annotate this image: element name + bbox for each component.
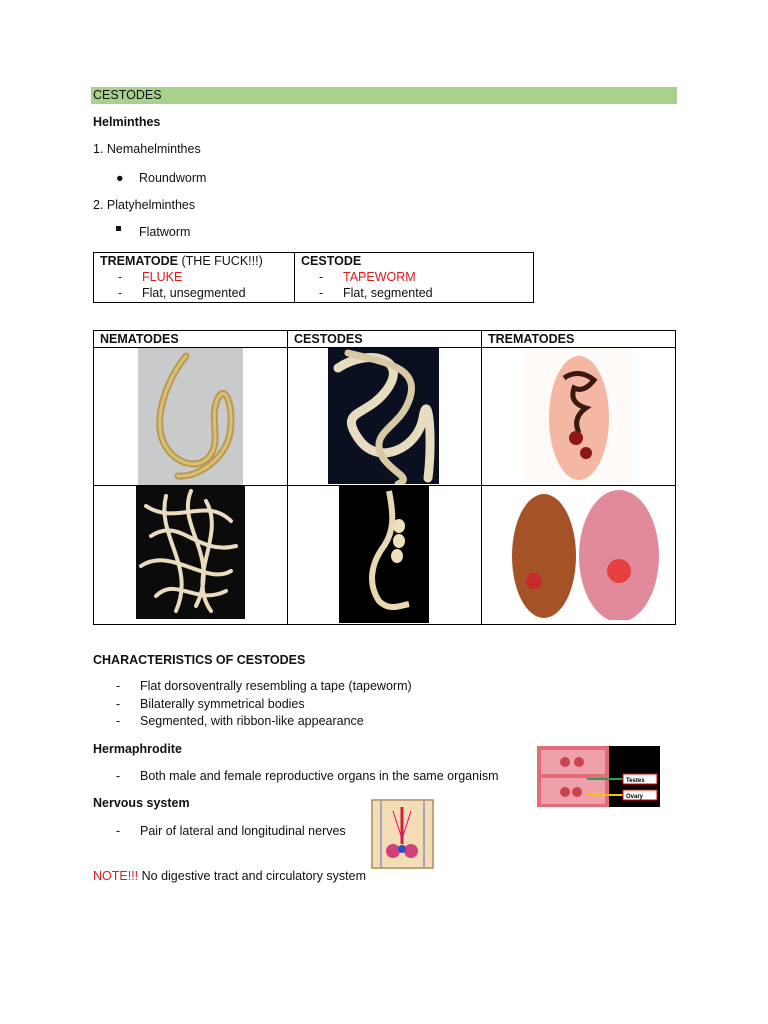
segmented-text: Flat, segmented [343, 286, 433, 300]
roundworm-cluster-image [136, 486, 245, 619]
cestode-column [295, 253, 533, 302]
tapeworm-text: TAPEWORM [343, 270, 416, 284]
bullet-dot-icon: ● [116, 171, 124, 185]
hermaphrodite-title: Hermaphrodite [93, 742, 182, 756]
characteristic-item-3 [116, 714, 364, 728]
section-heading-bar [91, 87, 677, 104]
bullet-square-icon [116, 226, 121, 231]
dash: - [116, 679, 121, 693]
proglottid-image [537, 746, 660, 807]
dash: - [319, 270, 324, 284]
cestode-row-1 [319, 270, 416, 284]
trematode-column [94, 253, 295, 302]
note-text: No digestive tract and circulatory system [138, 869, 367, 883]
note-line [93, 869, 366, 883]
hermaphrodite-text: Both male and female reproductive organs in the same organism [140, 769, 499, 783]
nervous-system-item [116, 824, 346, 838]
tapeworm-segments-image [339, 486, 429, 623]
dash: - [116, 824, 121, 838]
dash: - [116, 697, 121, 711]
characteristic-item-1 [116, 679, 412, 693]
dash: - [116, 769, 121, 783]
fluke-pair-image [504, 486, 664, 620]
characteristic-item-2 [116, 697, 305, 711]
characteristic-text-2: Bilaterally symmetrical bodies [140, 697, 305, 711]
header-cestodes: CESTODES [294, 332, 363, 346]
trematode-row-2 [118, 286, 246, 300]
trematode-header [100, 254, 263, 268]
tapeworm-image [328, 348, 439, 484]
header-trematodes: TREMATODES [488, 332, 575, 346]
characteristics-title: CHARACTERISTICS OF CESTODES [93, 653, 306, 667]
testes-label: Testes [626, 778, 645, 784]
section-title: CESTODES [93, 88, 162, 102]
platyhelminthes-item: 2. Platyhelminthes [93, 198, 196, 212]
worm-image-grid [93, 330, 676, 625]
characteristic-text-1: Flat dorsoventrally resembling a tape (tapeworm) [140, 679, 412, 693]
grid-line [481, 331, 482, 624]
grid-line [287, 331, 288, 624]
comparison-table [93, 252, 534, 303]
roundworm-item: Roundworm [139, 171, 207, 185]
cestode-header: CESTODE [301, 254, 362, 268]
header-nematodes: NEMATODES [100, 332, 179, 346]
dash: - [118, 286, 123, 300]
nervous-system-title: Nervous system [93, 796, 190, 810]
trematode-row-1 [118, 270, 182, 284]
fluke-image [524, 348, 633, 484]
fluke-text: FLUKE [142, 270, 183, 284]
note-label: NOTE!!! [93, 869, 139, 883]
dash: - [116, 714, 121, 728]
unsegmented-text: Flat, unsegmented [142, 286, 246, 300]
characteristic-text-3: Segmented, with ribbon-like appearance [140, 714, 364, 728]
flatworm-item: Flatworm [139, 225, 191, 239]
hermaphrodite-item [116, 769, 499, 783]
trematode-head-rest: (THE FUCK!!!) [178, 254, 263, 268]
nemahelminthes-item: 1. Nemahelminthes [93, 142, 201, 156]
nervous-system-diagram-image [371, 799, 434, 869]
dash: - [118, 270, 123, 284]
nervous-system-text: Pair of lateral and longitudinal nerves [140, 824, 346, 838]
helminthes-title: Helminthes [93, 115, 161, 129]
ovary-label: Ovary [626, 794, 644, 800]
dash: - [319, 286, 324, 300]
roundworm-image [138, 348, 243, 485]
cestode-row-2 [319, 286, 433, 300]
trematode-head-bold: TREMATODE [100, 254, 179, 268]
